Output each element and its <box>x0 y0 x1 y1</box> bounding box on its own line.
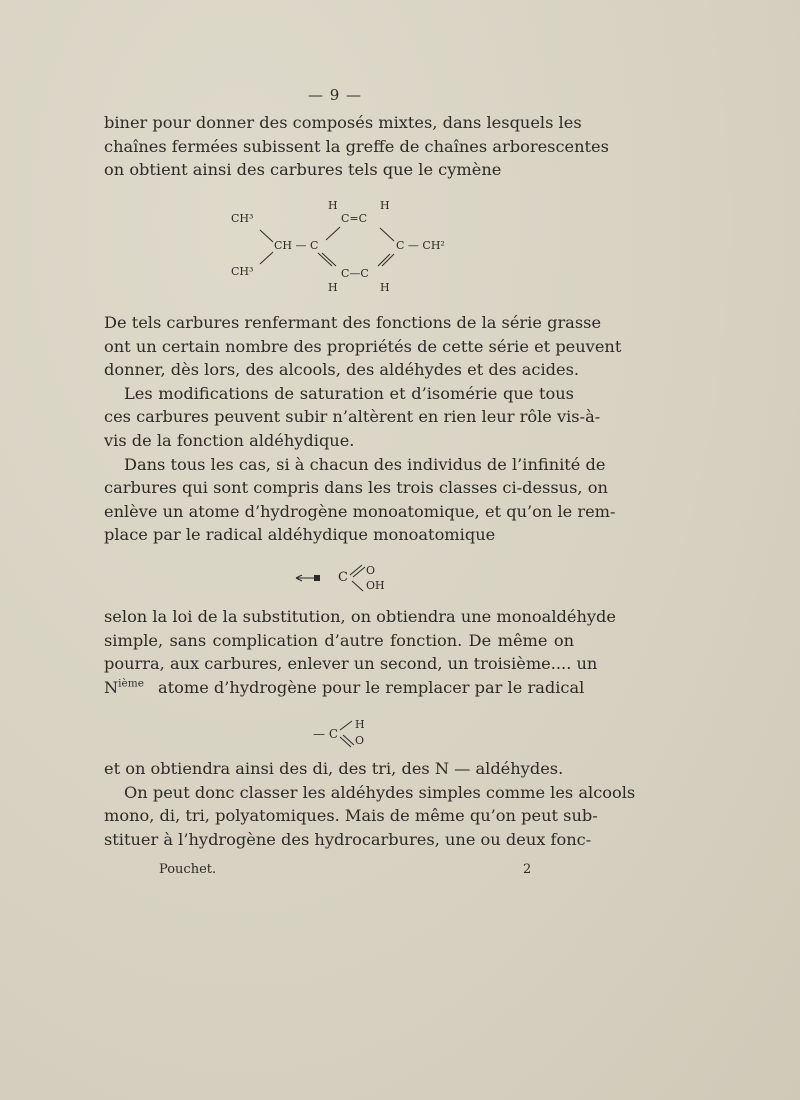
text-line: carbures qui sont compris dans les trois classes ci-dessus, on <box>104 478 608 498</box>
bond-line <box>350 565 362 575</box>
text-line: pourra, aux carbures, enlever un second, un troisième.... un <box>104 654 598 674</box>
text-line: ces carbures peuvent subir n’altèrent en rien leur rôle vis-à- <box>104 407 601 427</box>
bond-line <box>260 230 273 242</box>
text-line: Les modifications de saturation et d’isomérie que tous <box>124 383 574 403</box>
formula-atom: O <box>355 734 365 747</box>
text-line: ont un certain nombre des propriétés de cette série et peuvent <box>104 336 622 356</box>
bond-line <box>322 253 336 266</box>
paragraph-body <box>104 311 622 547</box>
nieme-label: $N^{ième}$ <box>104 677 144 697</box>
text-line: simple, sans complication d’autre fonction. De même on <box>104 630 574 650</box>
text-line: on obtient ainsi des carbures tels que le cymène <box>104 160 502 180</box>
text-line: biner pour donner des composés mixtes, dans lesquels les <box>104 113 582 132</box>
arrow-head <box>296 575 302 578</box>
formula-group: C=C <box>341 212 368 225</box>
bond-line <box>378 254 390 266</box>
sheet-number: 2 <box>523 862 532 877</box>
text-line: Dans tous les cas, si à chacun des individus de l’infinité de <box>124 454 606 474</box>
paragraph-intro <box>104 111 609 182</box>
bond-line <box>382 254 394 266</box>
formula-atom: O <box>366 564 376 577</box>
arrow-tail <box>314 575 320 581</box>
bond-line <box>326 227 340 240</box>
bond-line <box>260 252 273 264</box>
bond-line <box>343 735 354 745</box>
formula-group: CH³ <box>231 212 254 225</box>
bond-line <box>380 228 394 241</box>
text-line: place par le radical aldéhydique monoatomique <box>104 525 496 545</box>
formula-group: C—C <box>341 267 369 280</box>
text-line: selon la loi de la substitution, on obtiendra une monoaldéhyde <box>104 607 616 626</box>
formula-atom: H <box>328 281 338 294</box>
bond-line <box>352 581 363 591</box>
text-line: et on obtiendra ainsi des di, des tri, des N — aldéhydes. <box>104 759 564 778</box>
formula-group: C — CH² <box>396 239 445 252</box>
formula-group: — C <box>313 727 338 741</box>
text-line: vis de la fonction aldéhydique. <box>104 430 355 450</box>
formula-group: CH³ <box>231 265 254 278</box>
arrow-head <box>296 578 302 581</box>
bond-line <box>340 737 351 747</box>
formula-atom: H <box>380 199 390 212</box>
bond-line <box>340 721 352 730</box>
author-signature: Pouchet. <box>159 862 217 877</box>
paragraph-body <box>104 757 636 851</box>
text-line <box>104 676 585 700</box>
formula-atom: C <box>338 570 348 585</box>
formula-atom: H <box>380 281 390 294</box>
text-line: stituer à l’hydrogène des hydrocarbures, une ou deux fonc- <box>104 829 592 849</box>
text-line: On peut donc classer les aldéhydes simples comme les alcools <box>124 782 636 802</box>
text-line: chaînes fermées subissent la greffe de chaînes arborescentes <box>104 136 609 156</box>
formula-group: OH <box>366 579 385 592</box>
text-line: De tels carbures renfermant des fonctions de la série grasse <box>104 313 602 332</box>
text-line-rest: atome d’hydrogène pour le remplacer par le radical <box>157 677 585 697</box>
formula-group: CH — C <box>274 239 319 252</box>
page-number: — 9 — <box>307 86 363 104</box>
bond-line <box>353 567 365 577</box>
text-line: donner, dès lors, des alcools, des aldéhydes et des acides. <box>104 360 580 380</box>
bond-line <box>318 253 332 266</box>
formula-atom: H <box>328 199 338 212</box>
paragraph-body <box>104 605 616 699</box>
text-line: enlève un atome d’hydrogène monoatomique, et qu’on le rem- <box>104 501 616 521</box>
formula-atom: H <box>355 718 365 731</box>
text-line: mono, di, tri, polyatomiques. Mais de même qu’on peut sub- <box>104 806 598 826</box>
